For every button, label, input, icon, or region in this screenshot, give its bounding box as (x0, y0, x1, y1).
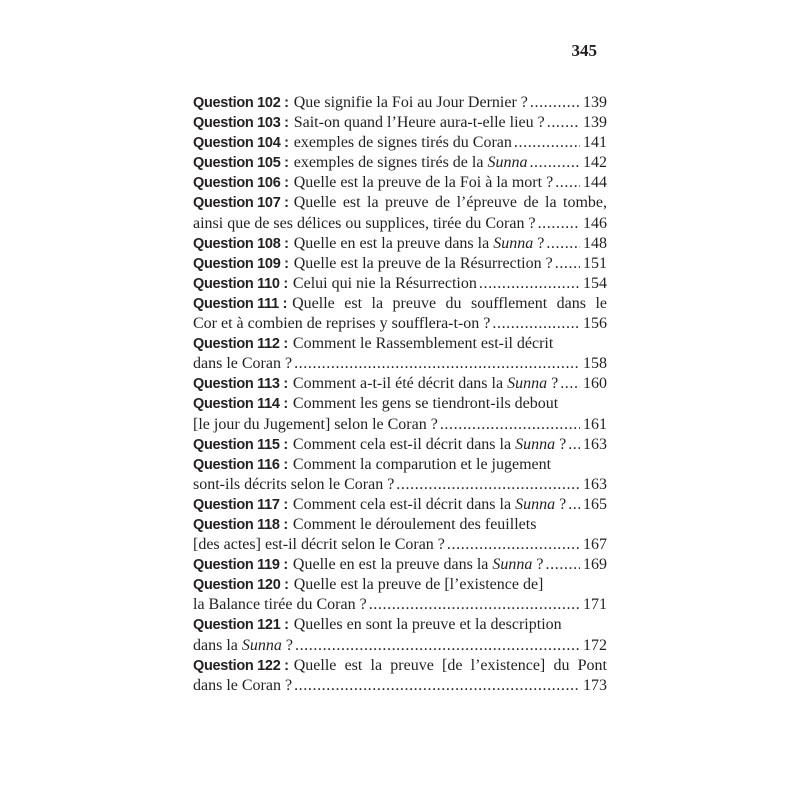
toc-line (193, 234, 607, 254)
dot-leader (292, 354, 580, 374)
title-segment: ? (532, 556, 544, 574)
question-title-continued (193, 636, 293, 656)
toc-line (193, 294, 607, 314)
question-title-continued (193, 535, 445, 555)
title-segment: exemples de signes tirés du Coran (293, 134, 512, 152)
title-segment: [des actes] est-il décrit selon le Coran ? (193, 536, 445, 554)
title-segment: Quelle est la preuve de [l’existence de] (293, 576, 544, 594)
toc-entry (193, 274, 607, 294)
question-label: Question 102 : (193, 95, 289, 111)
dot-leader (367, 595, 580, 615)
toc-entry (193, 193, 607, 233)
toc-entry (193, 173, 607, 193)
title-segment: Cor et à combien de reprises y soufflera-t-on ? (193, 315, 491, 333)
title-segment: Comment a-t-il été décrit dans la (292, 375, 508, 393)
question-label: Question 116 : (193, 456, 288, 473)
question-title (293, 334, 553, 354)
question-label: Question 112 : (193, 336, 288, 353)
page-reference: 139 (583, 114, 607, 132)
question-title (293, 515, 537, 535)
title-segment: ? (533, 234, 545, 252)
toc-continuation-line (193, 636, 607, 656)
page-reference: 156 (583, 315, 607, 333)
title-segment: dans le Coran ? (193, 676, 293, 694)
toc-line (193, 495, 607, 515)
dot-leader (477, 274, 580, 294)
question-title-continued (193, 595, 367, 615)
toc-entry (193, 394, 607, 434)
dot-leader (528, 93, 580, 113)
question-title (293, 435, 566, 455)
question-title-continued (193, 415, 438, 435)
page-reference: 163 (583, 435, 607, 453)
toc-line (193, 334, 607, 354)
question-label: Question 117 : (193, 496, 288, 513)
toc-line (193, 555, 607, 575)
question-title (294, 234, 545, 254)
title-segment-italic: Sunna (515, 495, 556, 513)
question-label: Question 103 : (193, 115, 289, 132)
title-segment: sont-ils décrits selon le Coran ? (193, 475, 395, 493)
title-segment: [le jour du Jugement] selon le Coran ? (193, 415, 438, 433)
question-label: Question 111 : (193, 295, 288, 312)
dot-leader (445, 535, 580, 555)
question-title (293, 555, 544, 575)
dot-leader (512, 133, 580, 153)
question-title (294, 93, 528, 113)
toc-continuation-line (193, 475, 607, 495)
dot-leader (544, 234, 580, 254)
title-segment: Quelle en est la preuve dans la (292, 556, 493, 574)
toc-entry (193, 615, 607, 655)
page-reference: 165 (583, 495, 607, 513)
toc-line (193, 374, 607, 394)
title-segment: la Balance tirée du Coran ? (193, 596, 367, 614)
toc-continuation-line (193, 535, 607, 555)
page-reference: 163 (583, 475, 607, 493)
toc-entry (193, 374, 607, 394)
dot-leader (553, 173, 580, 193)
page-reference: 141 (583, 134, 607, 152)
question-title-continued (193, 214, 536, 234)
dot-leader (438, 415, 580, 435)
title-segment-italic: Sunna (487, 154, 528, 172)
dot-leader (490, 314, 580, 334)
page-reference: 151 (583, 254, 607, 272)
dot-leader (292, 676, 580, 696)
title-segment: Celui qui nie la Résurrection (292, 274, 477, 292)
toc-entry (193, 254, 607, 274)
toc-entry (193, 455, 607, 495)
table-of-contents (193, 93, 607, 696)
toc-entry (193, 495, 607, 515)
toc-line (193, 455, 607, 475)
page-reference: 148 (583, 234, 607, 252)
page-reference: 161 (583, 415, 607, 433)
question-label: Question 121 : (193, 617, 289, 634)
title-segment: Comment cela est-il décrit dans la (292, 495, 516, 513)
toc-continuation-line (193, 595, 607, 615)
toc-line (193, 193, 607, 213)
title-segment-italic: Sunna (507, 375, 548, 393)
toc-line (193, 575, 607, 595)
page-reference: 160 (583, 375, 607, 393)
question-title (293, 495, 566, 515)
title-segment: Quelles en sont la preuve et la description (293, 616, 562, 634)
page-reference: 169 (583, 556, 607, 574)
title-segment: exemples de signes tirés de la (293, 154, 488, 172)
title-segment: ? (547, 375, 559, 393)
title-segment: ? (555, 495, 567, 513)
page-number: 345 (571, 41, 597, 60)
question-title (294, 133, 512, 153)
question-label: Question 109 : (193, 255, 289, 272)
toc-entry (193, 555, 607, 575)
title-segment: Comment le déroulement des feuillets (292, 515, 537, 533)
title-segment: Sait-on quand l’Heure aura-t-elle lieu ? (293, 114, 545, 132)
title-segment: dans le Coran ? (193, 355, 293, 373)
toc-entry (193, 153, 607, 173)
title-segment-italic: Sunna (515, 435, 556, 453)
question-label: Question 106 : (193, 175, 289, 192)
title-segment: Quelle est la preuve de l’épreuve de la tombe, (293, 194, 607, 212)
title-segment: Quelle est la preuve [de l’existence] du Pont (293, 656, 607, 674)
title-segment: Quelle est la preuve de la Foi à la mort ? (293, 174, 554, 192)
dot-leader (394, 475, 580, 495)
toc-line (193, 656, 607, 676)
title-segment-italic: Sunna (492, 556, 533, 574)
page-reference: 142 (583, 154, 607, 172)
dot-leader (545, 113, 580, 133)
toc-entry (193, 133, 607, 153)
dot-leader (566, 435, 580, 455)
dot-leader (566, 495, 580, 515)
dot-leader (544, 555, 580, 575)
title-segment-italic: Sunna (241, 636, 282, 654)
toc-continuation-line (193, 415, 607, 435)
toc-entry (193, 435, 607, 455)
toc-line (193, 133, 607, 153)
toc-line (193, 254, 607, 274)
page-reference: 173 (583, 676, 607, 694)
question-title (293, 274, 477, 294)
dot-leader (536, 214, 580, 234)
page-reference: 144 (583, 174, 607, 192)
dot-leader (293, 636, 580, 656)
toc-line (193, 93, 607, 113)
title-segment: dans la (193, 636, 242, 654)
question-title-continued (193, 676, 292, 696)
page-reference: 167 (583, 536, 607, 554)
title-segment: Comment le Rassemblement est-il décrit (292, 335, 554, 353)
page-reference: 139 (583, 94, 607, 111)
page-reference: 154 (583, 274, 607, 292)
question-label: Question 108 : (193, 235, 289, 252)
question-label: Question 120 : (193, 577, 289, 594)
question-label: Question 107 : (193, 195, 289, 212)
dot-leader (553, 254, 580, 274)
question-title (294, 193, 607, 213)
question-title (293, 374, 558, 394)
question-title (294, 254, 553, 274)
toc-continuation-line (193, 676, 607, 696)
question-label: Question 122 : (193, 657, 289, 674)
title-segment: Comment la comparution et le jugement (292, 455, 552, 473)
question-title-continued (193, 475, 394, 495)
toc-line (193, 615, 607, 635)
question-label: Question 115 : (193, 436, 288, 453)
question-label: Question 113 : (193, 376, 288, 393)
question-title-continued (193, 354, 292, 374)
title-segment: Comment cela est-il décrit dans la (292, 435, 516, 453)
question-title (294, 113, 545, 133)
title-segment: Quelle est la preuve de la Résurrection ? (293, 254, 553, 272)
toc-line (193, 173, 607, 193)
toc-line (193, 274, 607, 294)
question-label: Question 119 : (193, 557, 288, 574)
toc-line (193, 394, 607, 414)
toc-entry (193, 515, 607, 555)
question-title (294, 615, 562, 635)
toc-entry (193, 93, 607, 113)
page-reference: 146 (583, 214, 607, 232)
toc-line (193, 515, 607, 535)
toc-line (193, 153, 607, 173)
toc-continuation-line (193, 354, 607, 374)
question-title-continued (193, 314, 490, 334)
toc-entry (193, 575, 607, 615)
title-segment: ? (555, 435, 567, 453)
question-title (294, 153, 528, 173)
question-label: Question 114 : (193, 396, 288, 413)
title-segment: ainsi que de ses délices ou supplices, tirée du Coran ? (193, 214, 536, 232)
toc-continuation-line (193, 214, 607, 234)
question-title (292, 294, 607, 314)
toc-entry (193, 113, 607, 133)
toc-entry (193, 656, 607, 696)
toc-continuation-line (193, 314, 607, 334)
question-title (294, 656, 607, 676)
question-title (293, 394, 558, 414)
question-title (294, 173, 553, 193)
toc-line (193, 435, 607, 455)
toc-entry (193, 234, 607, 254)
title-segment: ? (281, 636, 293, 654)
dot-leader (558, 374, 580, 394)
dot-leader (527, 153, 580, 173)
page-reference: 171 (583, 596, 607, 614)
toc-entry (193, 294, 607, 334)
question-label: Question 104 : (193, 135, 289, 152)
question-label: Question 105 : (193, 155, 289, 172)
toc-line (193, 113, 607, 133)
title-segment-italic: Sunna (493, 234, 534, 252)
title-segment: Quelle en est la preuve dans la (293, 234, 494, 252)
question-label: Question 110 : (193, 275, 288, 292)
question-title (294, 575, 544, 595)
question-label: Question 118 : (193, 516, 288, 533)
toc-entry (193, 334, 607, 374)
page-reference: 158 (583, 355, 607, 373)
page-reference: 172 (583, 636, 607, 654)
title-segment: Comment les gens se tiendront-ils debout (292, 395, 559, 413)
title-segment: Que signifie la Foi au Jour Dernier ? (293, 94, 528, 111)
title-segment: Quelle est la preuve du soufflement dans le (292, 294, 607, 312)
question-title (293, 455, 551, 475)
